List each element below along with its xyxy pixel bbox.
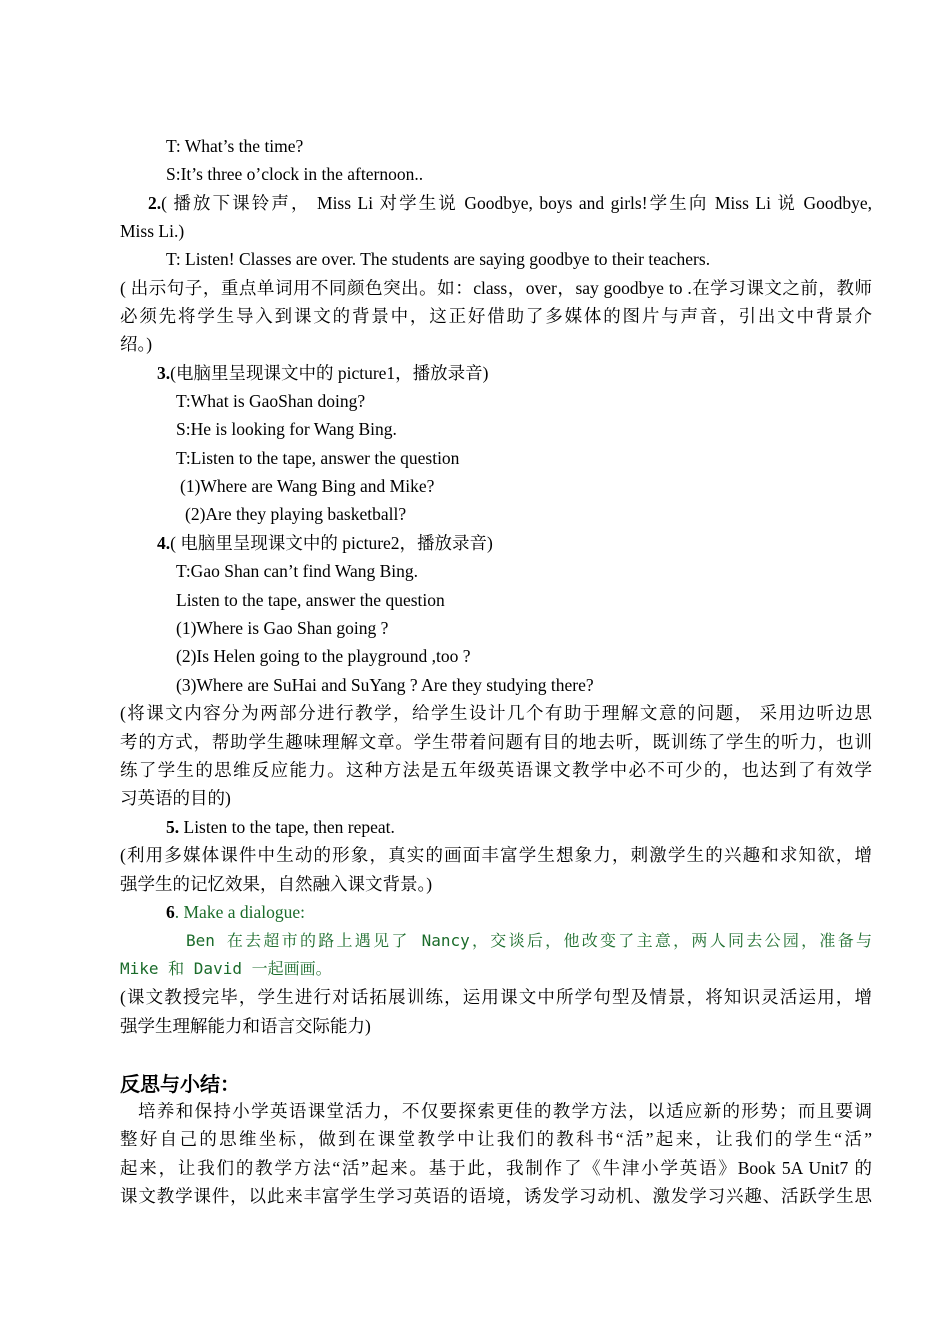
text-line: (课文教授完毕，学生进行对话拓展训练，运用课文中所学句型及情景，将知识灵活运用，增 xyxy=(120,987,872,1007)
text-line: T:Gao Shan can’t find Wang Bing. xyxy=(176,561,419,581)
text-span: Listen to the tape, then repeat. xyxy=(179,817,395,837)
text-line: (2)Is Helen going to the playground ,too ? xyxy=(176,646,471,666)
text-line: 绍。) xyxy=(120,334,153,354)
text-line: Miss Li.) xyxy=(120,221,185,241)
text-line: 培养和保持小学英语课堂活力，不仅要探索更佳的教学方法，以适应新的形势；而且要调 xyxy=(138,1101,872,1121)
text-span: ( 电脑里呈现课文中的 picture2，播放录音) xyxy=(170,533,493,553)
text-span: . Make a dialogue: xyxy=(174,902,305,922)
text-line: (3)Where are SuHai and SuYang ? Are they studying there? xyxy=(176,675,594,695)
step-number: 3. xyxy=(157,363,171,383)
text-line xyxy=(166,816,395,838)
text-line xyxy=(157,532,493,554)
text-line: T:Listen to the tape, answer the question xyxy=(176,448,460,468)
text-line: T: Listen! Classes are over. The students are saying goodbye to their teachers. xyxy=(166,249,711,269)
text-line: (2)Are they playing basketball? xyxy=(185,504,407,524)
text-line: 练了学生的思维反应能力。这种方法是五年级英语课文教学中必不可少的，也达到了有效学 xyxy=(120,760,872,780)
text-span: ( 播放下课铃声， Miss Li 对学生说 Goodbye, boys and girls!学生向 Miss Li 说 Goodbye, xyxy=(161,193,872,213)
text-line: 考的方式，帮助学生趣味理解文章。学生带着问题有目的地去听，既训练了学生的听力，也训 xyxy=(120,732,872,752)
text-line: (1)Where are Wang Bing and Mike? xyxy=(180,476,435,496)
text-line: (将课文内容分为两部分进行教学，给学生设计几个有助于理解文意的问题， 采用边听边思 xyxy=(120,703,872,723)
step-number: 6 xyxy=(166,902,175,922)
text-line xyxy=(157,362,489,384)
dialogue-line: Mike 和 David 一起画画。 xyxy=(120,959,332,978)
text-line: T:What is GaoShan doing? xyxy=(176,391,366,411)
dialogue-line: Ben 在去超市的路上遇见了 Nancy，交谈后，他改变了主意，两人同去公园，准备与 xyxy=(186,931,872,950)
step-number: 4. xyxy=(157,533,171,553)
step-number: 2. xyxy=(148,193,162,213)
text-line xyxy=(166,901,305,923)
text-line: 整好自己的思维坐标，做到在课堂教学中让我们的教科书“活”起来，让我们的学生“活” xyxy=(120,1129,872,1149)
text-line: S:He is looking for Wang Bing. xyxy=(176,419,397,439)
text-line: 强学生理解能力和语言交际能力) xyxy=(120,1016,371,1036)
text-line: 课文教学课件，以此来丰富学生学习英语的语境，诱发学习动机、激发学习兴趣、活跃学生思 xyxy=(120,1186,872,1206)
text-line: 强学生的记忆效果，自然融入课文背景。) xyxy=(120,874,433,894)
text-line: T: What’s the time? xyxy=(166,136,304,156)
text-line xyxy=(148,192,872,214)
step-number: 5. xyxy=(166,817,180,837)
section-heading: 反思与小结： xyxy=(120,1072,240,1096)
text-line: ( 出示句子，重点单词用不同颜色突出。如：class，over，say goodbye to .在学习课文之前，教师 xyxy=(120,278,872,298)
text-line: (1)Where is Gao Shan going ? xyxy=(176,618,389,638)
text-line: Listen to the tape, answer the question xyxy=(176,590,445,610)
text-line: 习英语的目的) xyxy=(120,788,231,808)
text-span: (电脑里呈现课文中的 picture1，播放录音) xyxy=(170,363,489,383)
text-line: 起来，让我们的教学方法“活”起来。基于此，我制作了《牛津小学英语》Book 5A Unit7 的 xyxy=(120,1158,872,1178)
text-line: 必须先将学生导入到课文的背景中，这正好借助了多媒体的图片与声音，引出文中背景介 xyxy=(120,306,872,326)
text-line: (利用多媒体课件中生动的形象，真实的画面丰富学生想象力，刺激学生的兴趣和求知欲，增 xyxy=(120,845,872,865)
text-line: S:It’s three o’clock in the afternoon.. xyxy=(166,164,424,184)
